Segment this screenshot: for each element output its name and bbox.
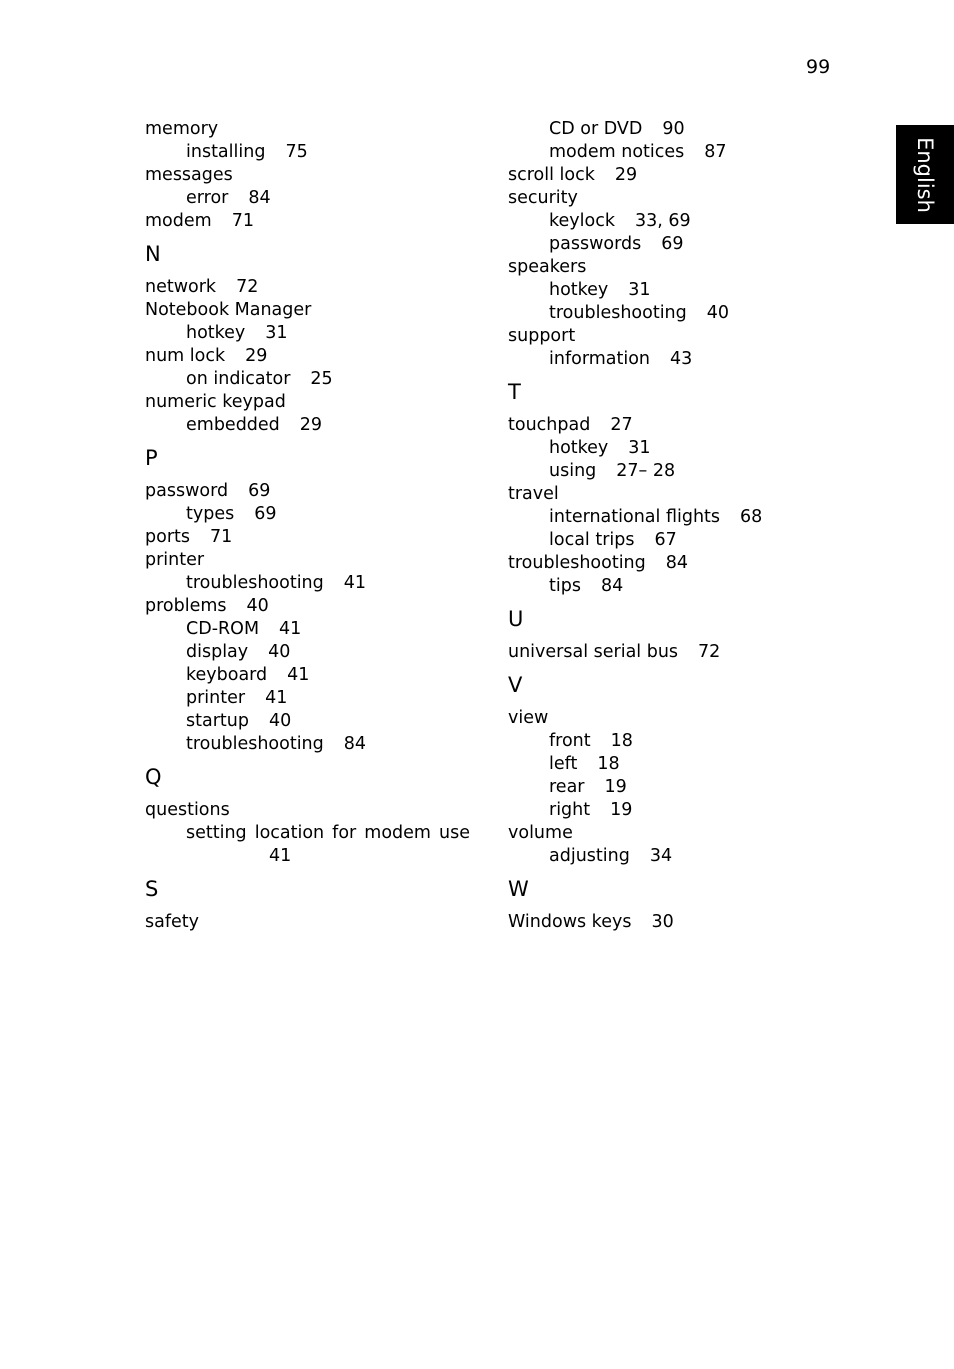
index-term: network [145,277,217,297]
index-subentry [508,753,848,776]
index-term: support [508,326,576,346]
index-subentry [145,845,470,868]
index-subentry [508,730,848,753]
index-term: hotkey [549,438,609,458]
index-subentry [508,348,848,371]
index-term: hotkey [549,280,609,300]
index-term: problems [145,596,227,616]
index-subentry [508,210,848,233]
index-page-ref: 43 [670,349,693,369]
index-page-ref: 72 [236,277,259,297]
index-page-ref: 19 [604,777,627,797]
index-page-ref: 40 [246,596,269,616]
page-number: 99 [806,56,831,78]
index-entry [508,256,848,279]
index-column-left [145,118,470,934]
index-term: left [549,754,578,774]
index-page-ref: 84 [665,553,689,573]
index-term: troubleshooting [508,553,646,573]
index-term: right [549,800,591,820]
index-letter-heading: T [508,380,521,404]
index-letter-heading: N [145,242,161,266]
index-entry [145,299,470,322]
index-subentry: setting location for modem use [186,823,470,843]
index-term: universal serial bus [508,642,679,662]
index-entry [145,118,470,141]
index-page-ref: 69 [661,234,684,254]
index-subentry [145,368,470,391]
index-term: scroll lock [508,165,595,185]
index-subentry [145,618,470,641]
index-term: local trips [549,530,635,550]
index-term: travel [508,484,559,504]
index-term: Notebook Manager [145,300,312,320]
index-term: troubleshooting [549,303,687,323]
index-page-ref: 40 [706,303,730,323]
index-entry [508,414,848,437]
index-subentry [508,279,848,302]
index-term: speakers [508,257,587,277]
index-term: installing [186,142,266,162]
index-letter-heading: U [508,607,524,631]
index-term: on indicator [186,369,291,389]
index-subentry [508,302,848,325]
index-entry [145,391,470,414]
index-page-ref: 34 [649,846,673,866]
index-page-ref: 29 [245,346,268,366]
index-page-ref: 40 [268,642,291,662]
index-page-ref: 29 [299,415,323,435]
index-entry [145,164,470,187]
index-entry [508,325,848,348]
index-letter-heading: W [508,877,529,901]
index-entry [508,707,848,730]
index-term: volume [508,823,573,843]
index-term: password [145,481,229,501]
index-subentry [508,529,848,552]
index-term: error [186,188,229,208]
index-page-ref: 27– 28 [616,461,676,481]
index-entry [508,164,848,187]
index-page-ref: 69 [248,481,271,501]
index-entry [508,822,848,845]
index-subentry [508,437,848,460]
index-subentry [508,141,848,164]
index-term: types [186,504,235,524]
index-page-ref: 31 [628,280,651,300]
index-subentry [145,641,470,664]
index-subentry [145,733,470,756]
index-subentry [508,233,848,256]
index-page-ref: 84 [248,188,271,208]
index-entry [145,345,470,368]
index-page-ref: 27 [610,415,633,435]
index-page-ref: 40 [268,711,292,731]
index-term: ports [145,527,190,547]
index-page-ref: 29 [614,165,638,185]
index-term: modem [145,211,212,231]
index-entry [145,480,470,503]
index-subentry [508,776,848,799]
index-page-ref: 84 [343,734,367,754]
index-page-ref: 72 [698,642,721,662]
index-entry [145,526,470,549]
language-tab-label: English [913,136,937,213]
index-term: view [508,708,549,728]
index-page-ref: 41 [265,688,288,708]
index-term: using [549,461,597,481]
index-entry [145,799,470,822]
index-entry [508,187,848,210]
index-entry [145,911,470,934]
index-entry [145,595,470,618]
index-term: printer [186,688,246,708]
index-term: touchpad [508,415,591,435]
index-page-ref: 41 [287,665,310,685]
index-subentry [508,575,848,598]
index-page-ref: 90 [662,119,685,139]
index-entry [508,552,848,575]
index-letter-heading: V [508,673,523,697]
index-term: embedded [186,415,280,435]
index-page-ref: 75 [285,142,308,162]
index-term: hotkey [186,323,246,343]
index-term: passwords [549,234,642,254]
index-subentry [145,572,470,595]
index-letter-heading: P [145,446,158,470]
index-page-ref: 31 [628,438,651,458]
index-term: keyboard [186,665,268,685]
index-term: information [549,349,651,369]
index-term: printer [145,550,205,570]
index-column-right [508,118,848,934]
index-term: CD-ROM [186,619,260,639]
index-term: rear [549,777,585,797]
index-page-ref: 33, 69 [634,211,691,231]
index-term: memory [145,119,219,139]
index-page-ref: 69 [254,504,277,524]
index-term: modem notices [549,142,685,162]
index-page-ref: 41 [269,846,292,866]
index-page-ref: 68 [740,507,763,527]
index-term: troubleshooting [186,573,324,593]
index-term: safety [145,912,199,932]
index-letter-heading: S [145,877,159,901]
index-page-ref: 87 [704,142,727,162]
index-term: front [549,731,591,751]
index-page-ref: 18 [610,731,633,751]
index-term: startup [186,711,249,731]
index-subentry [145,414,470,437]
index-subentry [145,322,470,345]
index-term: Windows keys [508,912,632,932]
index-term: messages [145,165,233,185]
language-tab [896,125,954,224]
index-subentry [145,710,470,733]
index-page-ref: 30 [651,912,674,932]
index-entry [508,483,848,506]
index-subentry [145,687,470,710]
index-subentry [508,118,848,141]
index-entry [145,549,470,572]
index-page-ref: 41 [279,619,302,639]
index-page-ref: 31 [265,323,288,343]
index-entry [145,210,470,233]
index-term: keylock [549,211,615,231]
index-subentry [508,460,848,483]
index-entry [508,911,848,934]
index-term: troubleshooting [186,734,324,754]
index-letter-heading: Q [145,765,162,789]
index-term: display [186,642,249,662]
index-page-ref: 25 [310,369,333,389]
index-term: CD or DVD [549,119,643,139]
index-page-ref: 41 [343,573,367,593]
index-term: num lock [145,346,226,366]
index-term: questions [145,800,230,820]
index-page-ref: 18 [597,754,620,774]
index-page-ref: 67 [654,530,677,550]
index-subentry [145,187,470,210]
index-page-ref: 71 [210,527,233,547]
index-page-ref: 19 [610,800,633,820]
index-entry [145,276,470,299]
index-subentry [508,506,848,529]
index-subentry [145,503,470,526]
index-term: numeric keypad [145,392,286,412]
index-page-ref: 71 [231,211,254,231]
index-subentry [145,141,470,164]
index-page-ref: 84 [600,576,624,596]
index-term: tips [549,576,581,596]
index-term: adjusting [549,846,630,866]
index-subentry [508,799,848,822]
index-subentry [145,664,470,687]
index-subentry [508,845,848,868]
index-term: security [508,188,578,208]
index-term: international flights [549,507,721,527]
index-entry [508,641,848,664]
